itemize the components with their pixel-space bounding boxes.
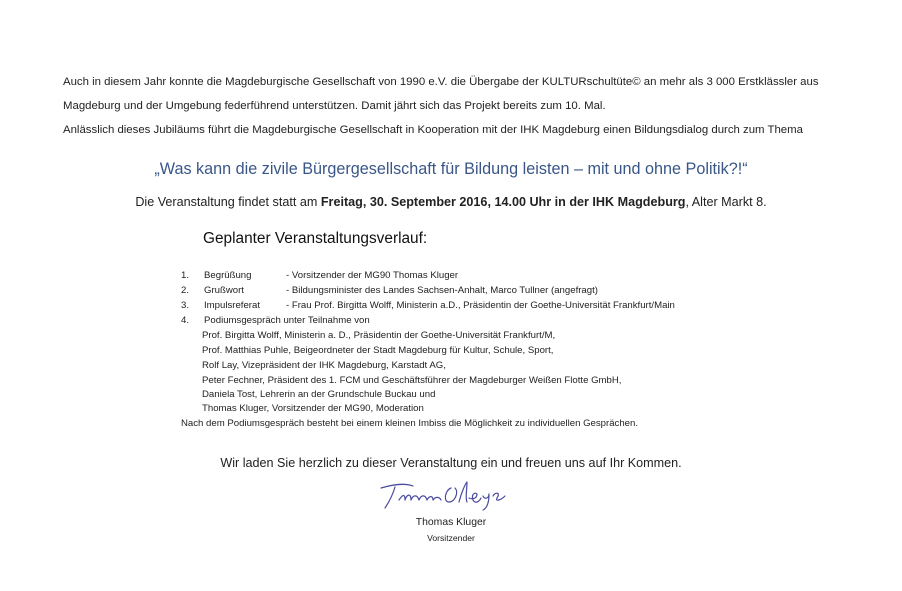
signer-name: Thomas Kluger	[415, 517, 487, 528]
signer-role: Vorsitzender	[427, 533, 475, 543]
agenda-title: Podiumsgespräch unter Teilnahme von	[204, 315, 370, 326]
agenda-number: 2.	[181, 285, 190, 296]
agenda-number: 4.	[181, 315, 190, 326]
participant: Daniela Tost, Lehrerin an der Grundschule Buckau und	[202, 389, 436, 400]
handwritten-signature	[375, 478, 520, 514]
intro-line-1: Auch in diesem Jahr konnte die Magdeburgische Gesellschaft von 1990 e.V. die Übergabe der KULTURschultüte© an mehr als 3 000 Erstklässler aus	[63, 76, 819, 88]
intro-line-3: Anlässlich dieses Jubiläums führt die Magdeburgische Gesellschaft in Kooperation mit der IHK Magdeburg einen Bildungsdialog durch zum Thema	[63, 124, 803, 136]
event-theme-headline: „Was kann die zivile Bürgergesellschaft für Bildung leisten – mit und ohne Politik?!“	[154, 160, 748, 178]
agenda-description: - Frau Prof. Birgitta Wolff, Ministerin a.D., Präsidentin der Goethe-Universität Frankfurt/Main	[286, 300, 675, 311]
agenda-item	[181, 270, 781, 282]
agenda-item	[181, 285, 781, 297]
invitation-text: Wir laden Sie herzlich zu dieser Veranstaltung ein und freuen uns auf Ihr Kommen.	[220, 456, 682, 470]
event-location: , Alter Markt 8.	[685, 195, 767, 209]
participant: Prof. Birgitta Wolff, Ministerin a. D., Präsidentin der Goethe-Universität Frankfurt/M,	[202, 330, 556, 341]
agenda-number: 3.	[181, 300, 190, 311]
participant: Rolf Lay, Vizepräsident der IHK Magdeburg, Karstadt AG,	[202, 360, 446, 371]
agenda-description: - Vorsitzender der MG90 Thomas Kluger	[286, 270, 459, 281]
participant: Prof. Matthias Puhle, Beigeordneter der Stadt Magdeburg für Kultur, Schule, Sport,	[202, 345, 554, 356]
agenda-description: - Bildungsminister des Landes Sachsen-Anhalt, Marco Tullner (angefragt)	[286, 285, 598, 296]
agenda-title: Begrüßung	[204, 270, 252, 281]
intro-line-2: Magdeburg und der Umgebung federführend unterstützen. Damit jährt sich das Projekt bereits zum 10. Mal.	[63, 100, 606, 112]
agenda-item	[181, 315, 781, 327]
agenda-item	[181, 300, 781, 312]
event-prefix: Die Veranstaltung findet statt am	[135, 195, 321, 209]
agenda-title: Grußwort	[204, 285, 244, 296]
closing-note: Nach dem Podiumsgespräch besteht bei einem kleinen Imbiss die Möglichkeit zu individuellen Gesprächen.	[181, 418, 639, 429]
event-details	[0, 195, 902, 209]
event-date: Freitag, 30. September 2016, 14.00 Uhr in der IHK Magdeburg	[320, 195, 686, 209]
agenda-number: 1.	[181, 270, 190, 281]
agenda-title: Impulsreferat	[204, 300, 260, 311]
participant: Peter Fechner, Präsident des 1. FCM und Geschäftsführer der Magdeburger Weißen Flotte GmbH,	[202, 375, 622, 386]
participant: Thomas Kluger, Vorsitzender der MG90, Moderation	[202, 403, 424, 414]
section-title: Geplanter Veranstaltungsverlauf:	[203, 230, 428, 247]
